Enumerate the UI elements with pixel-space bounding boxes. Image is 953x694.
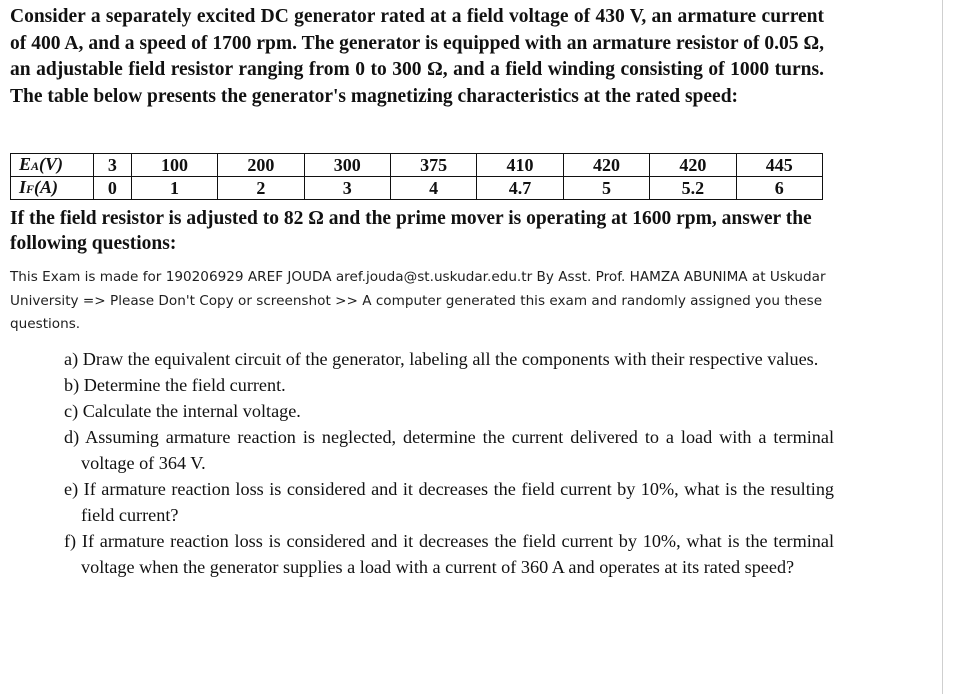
operating-conditions: If the field resistor is adjusted to 82 Ω and the prime mover is operating at 1600 rpm, answer the following questions: bbox=[10, 208, 812, 254]
question-list bbox=[64, 346, 834, 580]
question-text: Assuming armature reaction is neglected, determine the current delivered to a load with a terminal voltage of 364 V. bbox=[81, 427, 834, 473]
table-cell: 5 bbox=[563, 177, 649, 200]
row-header-ea bbox=[11, 154, 94, 177]
table-cell: 2 bbox=[218, 177, 304, 200]
if-symbol: I bbox=[19, 177, 27, 197]
question-text: If armature reaction loss is considered and it decreases the field current by 10%, what is the terminal voltage when the generator supplies a load with a current of 360 A and operates at its rated speed? bbox=[81, 531, 835, 577]
question-item bbox=[64, 398, 834, 424]
question-item bbox=[64, 372, 834, 398]
question-marker: f) bbox=[64, 531, 77, 551]
table-cell: 0 bbox=[94, 177, 132, 200]
table-cell: 6 bbox=[736, 177, 822, 200]
question-item bbox=[64, 476, 834, 528]
question-text: Calculate the internal voltage. bbox=[82, 401, 301, 421]
magnetizing-characteristics-table bbox=[10, 153, 823, 200]
table-cell: 420 bbox=[650, 154, 736, 177]
table-cell: 420 bbox=[563, 154, 649, 177]
problem-statement: Consider a separately excited DC generator rated at a field voltage of 430 V, an armature current of 400 A, and a speed of 1700 rpm. The generator is equipped with an armature resistor of 0.05 Ω, an adjustable field resistor ranging from 0 to 300 Ω, and a field winding consisting of 1000 turns. The table below presents the generator's magnetizing characteristics at the rated speed: bbox=[10, 6, 824, 107]
question-item bbox=[64, 346, 834, 372]
table-row-ea bbox=[11, 154, 823, 177]
table-cell: 3 bbox=[94, 154, 132, 177]
ea-subscript: A bbox=[31, 159, 40, 173]
question-text: Draw the equivalent circuit of the generator, labeling all the components with their respective values. bbox=[82, 349, 819, 369]
window-edge bbox=[942, 0, 953, 694]
if-unit: (A) bbox=[34, 177, 59, 197]
question-text: If armature reaction loss is considered and it decreases the field current by 10%, what is the resulting field current? bbox=[81, 479, 835, 525]
table-cell: 1 bbox=[131, 177, 217, 200]
table-cell: 100 bbox=[131, 154, 217, 177]
table-cell: 375 bbox=[390, 154, 476, 177]
exam-notice: This Exam is made for 190206929 AREF JOUDA aref.jouda@st.uskudar.edu.tr By Asst. Prof. HAMZA ABUNIMA at Uskudar University => Please Don't Copy or screenshot >> A computer generated this exam and randomly assigned you these questions. bbox=[10, 269, 826, 332]
question-marker: a) bbox=[64, 349, 79, 369]
question-marker: b) bbox=[64, 375, 80, 395]
question-item bbox=[64, 528, 834, 580]
table-cell: 4.7 bbox=[477, 177, 563, 200]
ea-symbol: E bbox=[19, 154, 32, 174]
question-marker: c) bbox=[64, 401, 79, 421]
table-cell: 445 bbox=[736, 154, 822, 177]
table-cell: 300 bbox=[304, 154, 390, 177]
question-text: Determine the field current. bbox=[83, 375, 286, 395]
if-subscript: F bbox=[26, 182, 35, 196]
table-cell: 4 bbox=[390, 177, 476, 200]
question-item bbox=[64, 424, 834, 476]
table-cell: 410 bbox=[477, 154, 563, 177]
question-marker: e) bbox=[64, 479, 79, 499]
row-header-if bbox=[11, 177, 94, 200]
table-row-if bbox=[11, 177, 823, 200]
ea-unit: (V) bbox=[39, 154, 64, 174]
table-cell: 200 bbox=[218, 154, 304, 177]
table-cell: 3 bbox=[304, 177, 390, 200]
table-cell: 5.2 bbox=[650, 177, 736, 200]
question-marker: d) bbox=[64, 427, 80, 447]
